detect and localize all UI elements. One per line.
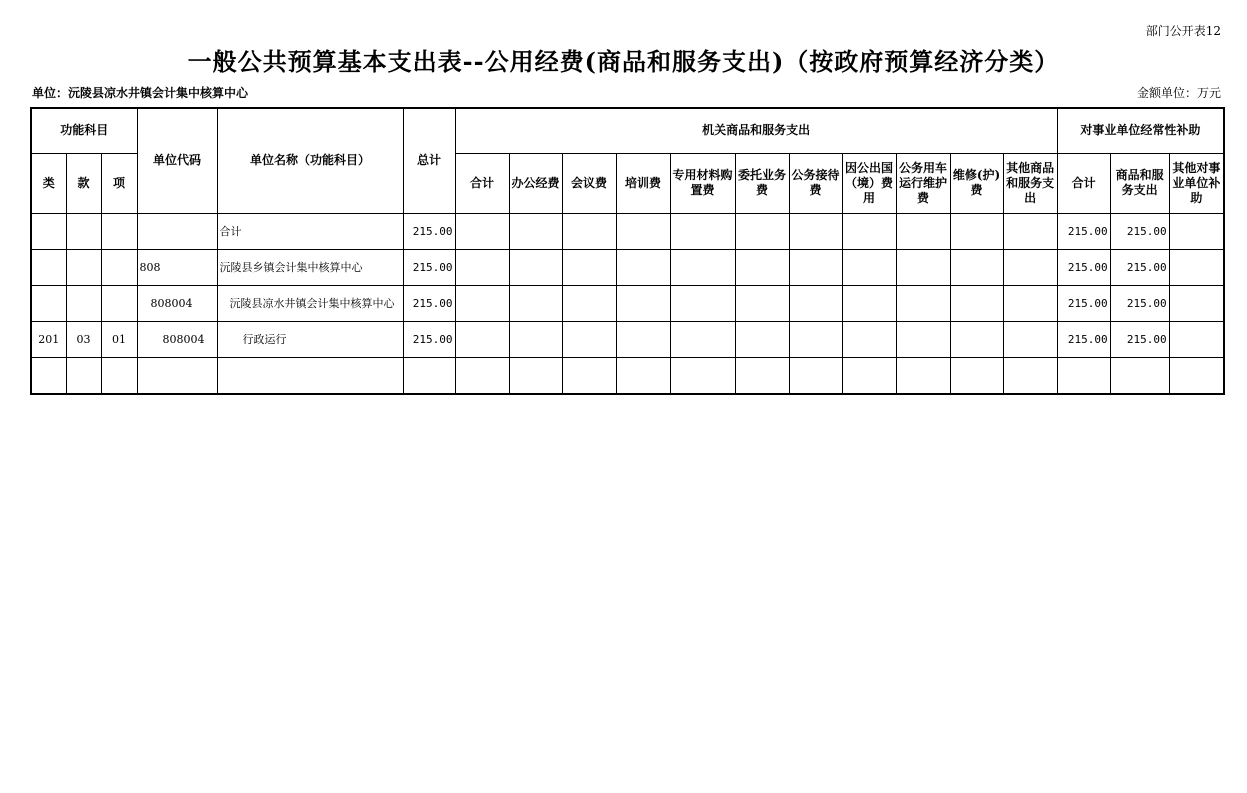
header-reception-expense: 公务接待费: [789, 153, 842, 213]
cell-code: [137, 213, 217, 249]
cell-total: 215.00: [403, 213, 455, 249]
header-materials-expense: 专用材料购置费: [670, 153, 735, 213]
amount-unit-label: 金额单位：万元: [1136, 86, 1221, 100]
table-row: [31, 321, 1224, 357]
cell-xiang: [101, 213, 137, 249]
cell-xiang: 01: [101, 321, 137, 357]
budget-table: [30, 107, 1225, 395]
cell-kuan: 03: [66, 321, 101, 357]
cell-subsidy-other: [1169, 213, 1224, 249]
cell-subsidy-total: 215.00: [1057, 213, 1110, 249]
form-number: 部门公开表12: [1145, 24, 1221, 38]
cell-code: 808: [137, 249, 217, 285]
cell-kuan: [66, 249, 101, 285]
header-other-goods-expense: 其他商品和服务支出: [1003, 153, 1057, 213]
page-title: 一般公共预算基本支出表--公用经费(商品和服务支出)（按政府预算经济分类）: [187, 47, 1060, 76]
cell-xiang: [101, 249, 137, 285]
header-meeting-expense: 会议费: [562, 153, 616, 213]
header-lei: 类: [31, 153, 66, 213]
cell-subsidy-goods: 215.00: [1110, 249, 1169, 285]
header-unit-code: 单位代码: [137, 108, 217, 213]
cell-name: 沅陵县乡镇会计集中核算中心: [217, 249, 403, 285]
cell-subsidy-total: 215.00: [1057, 321, 1110, 357]
cell-subsidy-goods: 215.00: [1110, 213, 1169, 249]
header-xiang: 项: [101, 153, 137, 213]
cell-total: 215.00: [403, 321, 455, 357]
cell-name: 沅陵县凉水井镇会计集中核算中心: [217, 285, 403, 321]
header-commission-expense: 委托业务费: [735, 153, 789, 213]
cell-lei: [31, 285, 66, 321]
table-row-empty: [31, 357, 1224, 394]
header-training-expense: 培训费: [616, 153, 670, 213]
unit-label: 单位：沅陵县凉水井镇会计集中核算中心: [32, 86, 249, 100]
cell-subsidy-other: [1169, 285, 1224, 321]
cell-kuan: [66, 213, 101, 249]
header-func-subject: 功能科目: [31, 108, 137, 153]
header-subsidy-group: 对事业单位经常性补助: [1057, 108, 1224, 153]
cell-subsidy-total: 215.00: [1057, 285, 1110, 321]
cell-kuan: [66, 285, 101, 321]
header-organ-group: 机关商品和服务支出: [455, 108, 1057, 153]
cell-lei: 201: [31, 321, 66, 357]
cell-subsidy-goods: 215.00: [1110, 285, 1169, 321]
cell-code: 808004: [137, 285, 217, 321]
cell-lei: [31, 249, 66, 285]
header-vehicle-expense: 公务用车运行维护费: [896, 153, 950, 213]
cell-xiang: [101, 285, 137, 321]
table-row: [31, 249, 1224, 285]
header-subsidy-total: 合计: [1057, 153, 1110, 213]
header-maintenance-expense: 维修(护)费: [950, 153, 1003, 213]
header-unit-name: 单位名称（功能科目）: [217, 108, 403, 213]
header-organ-total: 合计: [455, 153, 509, 213]
cell-subsidy-other: [1169, 321, 1224, 357]
cell-subsidy-goods: 215.00: [1110, 321, 1169, 357]
cell-total: 215.00: [403, 285, 455, 321]
cell-code: 808004: [137, 321, 217, 357]
header-overseas-expense: 因公出国（境）费用: [842, 153, 896, 213]
cell-name: 合计: [217, 213, 403, 249]
header-total: 总计: [403, 108, 455, 213]
table-row: [31, 213, 1224, 249]
header-office-expense: 办公经费: [509, 153, 562, 213]
cell-total: 215.00: [403, 249, 455, 285]
table-row: [31, 285, 1224, 321]
cell-subsidy-total: 215.00: [1057, 249, 1110, 285]
header-subsidy-other: 其他对事业单位补助: [1169, 153, 1224, 213]
cell-name: 行政运行: [217, 321, 403, 357]
cell-lei: [31, 213, 66, 249]
header-subsidy-goods: 商品和服务支出: [1110, 153, 1169, 213]
cell-subsidy-other: [1169, 249, 1224, 285]
header-kuan: 款: [66, 153, 101, 213]
